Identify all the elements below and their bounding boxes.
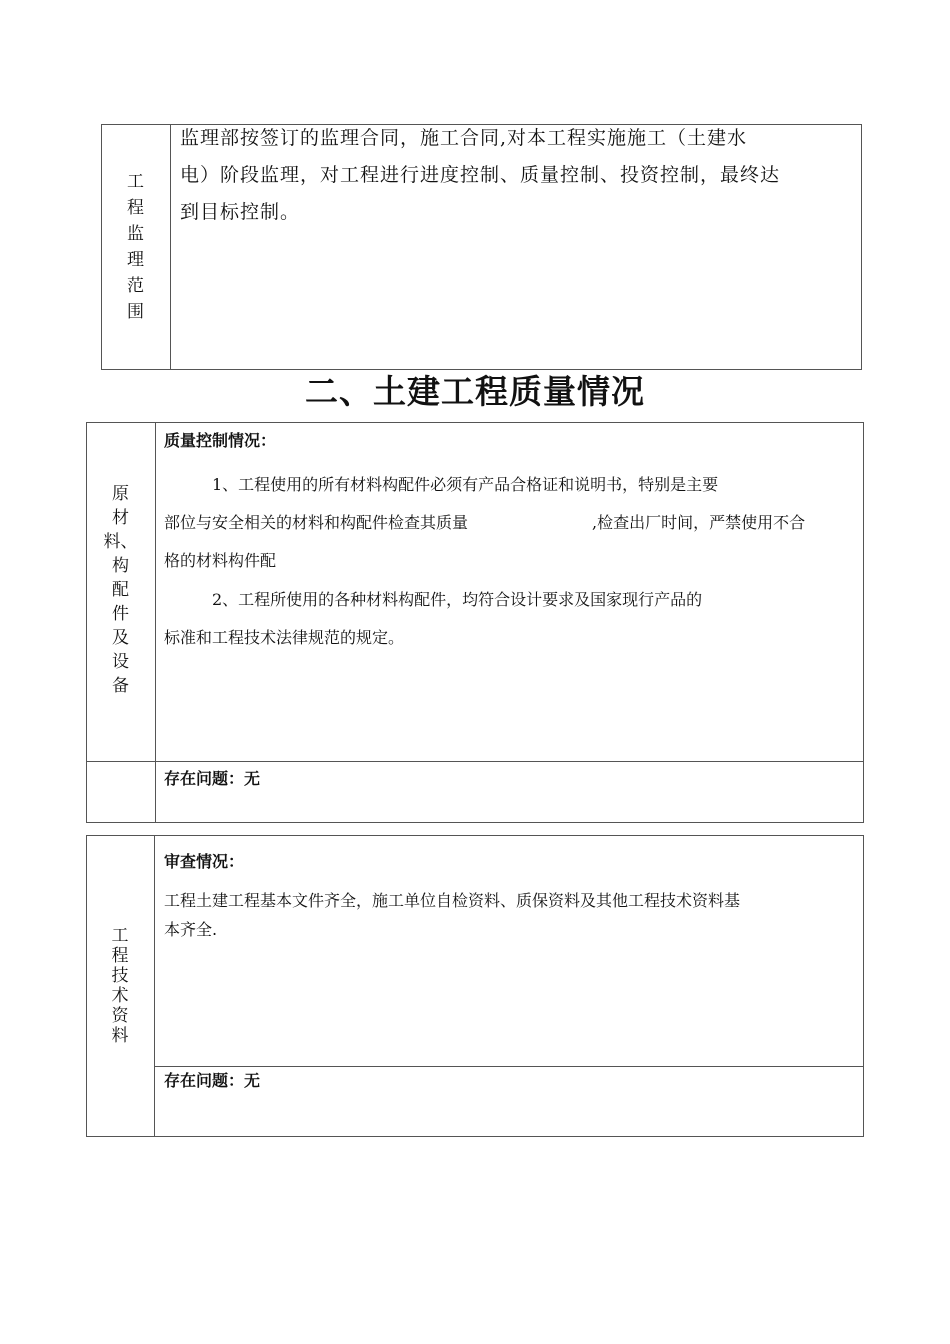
materials-line-4: 2、工程所使用的各种材料构配件，均符合设计要求及国家现行产品的 (212, 590, 703, 609)
scope-divider (170, 124, 171, 370)
materials-label-char: 设 (112, 652, 129, 672)
materials-line-1: 1、工程使用的所有材料构配件必须有产品合格证和说明书，特别是主要 (212, 475, 719, 494)
materials-label-char: 构 (112, 556, 129, 576)
scope-label-char: 监 (127, 224, 144, 244)
documents-label-char: 术 (111, 986, 129, 1006)
scope-label-char: 围 (127, 302, 144, 322)
materials-issues: 存在问题：无 (164, 769, 261, 788)
documents-table (86, 835, 864, 1137)
documents-label-char: 程 (111, 946, 129, 966)
materials-label-char: 件 (112, 604, 129, 624)
documents-label-char: 技 (111, 966, 129, 986)
documents-divider (154, 835, 155, 1137)
documents-row-divider (154, 1066, 864, 1067)
materials-divider (155, 422, 156, 823)
documents-line-2: 本齐全. (164, 920, 218, 939)
section-heading: 二、土建工程质量情况 (305, 372, 645, 411)
documents-title: 审查情况： (164, 852, 245, 871)
documents-label-char: 资 (111, 1006, 129, 1026)
materials-title: 质量控制情况： (164, 431, 277, 450)
documents-line-1: 工程土建工程基本文件齐全，施工单位自检资料、质保资料及其他工程技术资料基 (164, 891, 741, 910)
materials-label-char: 备 (112, 676, 129, 696)
documents-label-char: 工 (111, 926, 129, 946)
materials-label (86, 480, 155, 700)
materials-line-2a: 部位与安全相关的材料和构配件检查其质量 (164, 513, 469, 532)
scope-label-char: 范 (127, 276, 144, 296)
materials-line-2b: ,检查出厂时间，严禁使用不合 (592, 513, 806, 532)
materials-line-5: 标准和工程技术法律规范的规定。 (164, 628, 405, 647)
documents-label (86, 925, 154, 1047)
materials-row-divider (86, 761, 864, 762)
scope-label-char: 理 (127, 250, 144, 270)
materials-label-char: 及 (112, 628, 129, 648)
documents-label-char: 料 (111, 1026, 129, 1046)
scope-text-line-2: 电）阶段监理，对工程进行进度控制、质量控制、投资控制，最终达 (180, 164, 781, 186)
scope-text-line-1: 监理部按签订的监理合同，施工合同,对本工程实施施工（土建水 (180, 127, 748, 149)
materials-line-3: 格的材料构件配 (164, 551, 277, 570)
scope-label (101, 124, 170, 370)
materials-label-char: 材 (112, 508, 129, 528)
documents-issues: 存在问题：无 (164, 1071, 261, 1090)
materials-label-char: 料、 (103, 532, 138, 552)
materials-label-char: 配 (112, 580, 129, 600)
scope-label-char: 程 (127, 198, 144, 218)
scope-label-char: 工 (127, 172, 144, 192)
scope-text-line-3: 到目标控制。 (180, 201, 301, 223)
materials-label-char: 原 (112, 484, 129, 504)
